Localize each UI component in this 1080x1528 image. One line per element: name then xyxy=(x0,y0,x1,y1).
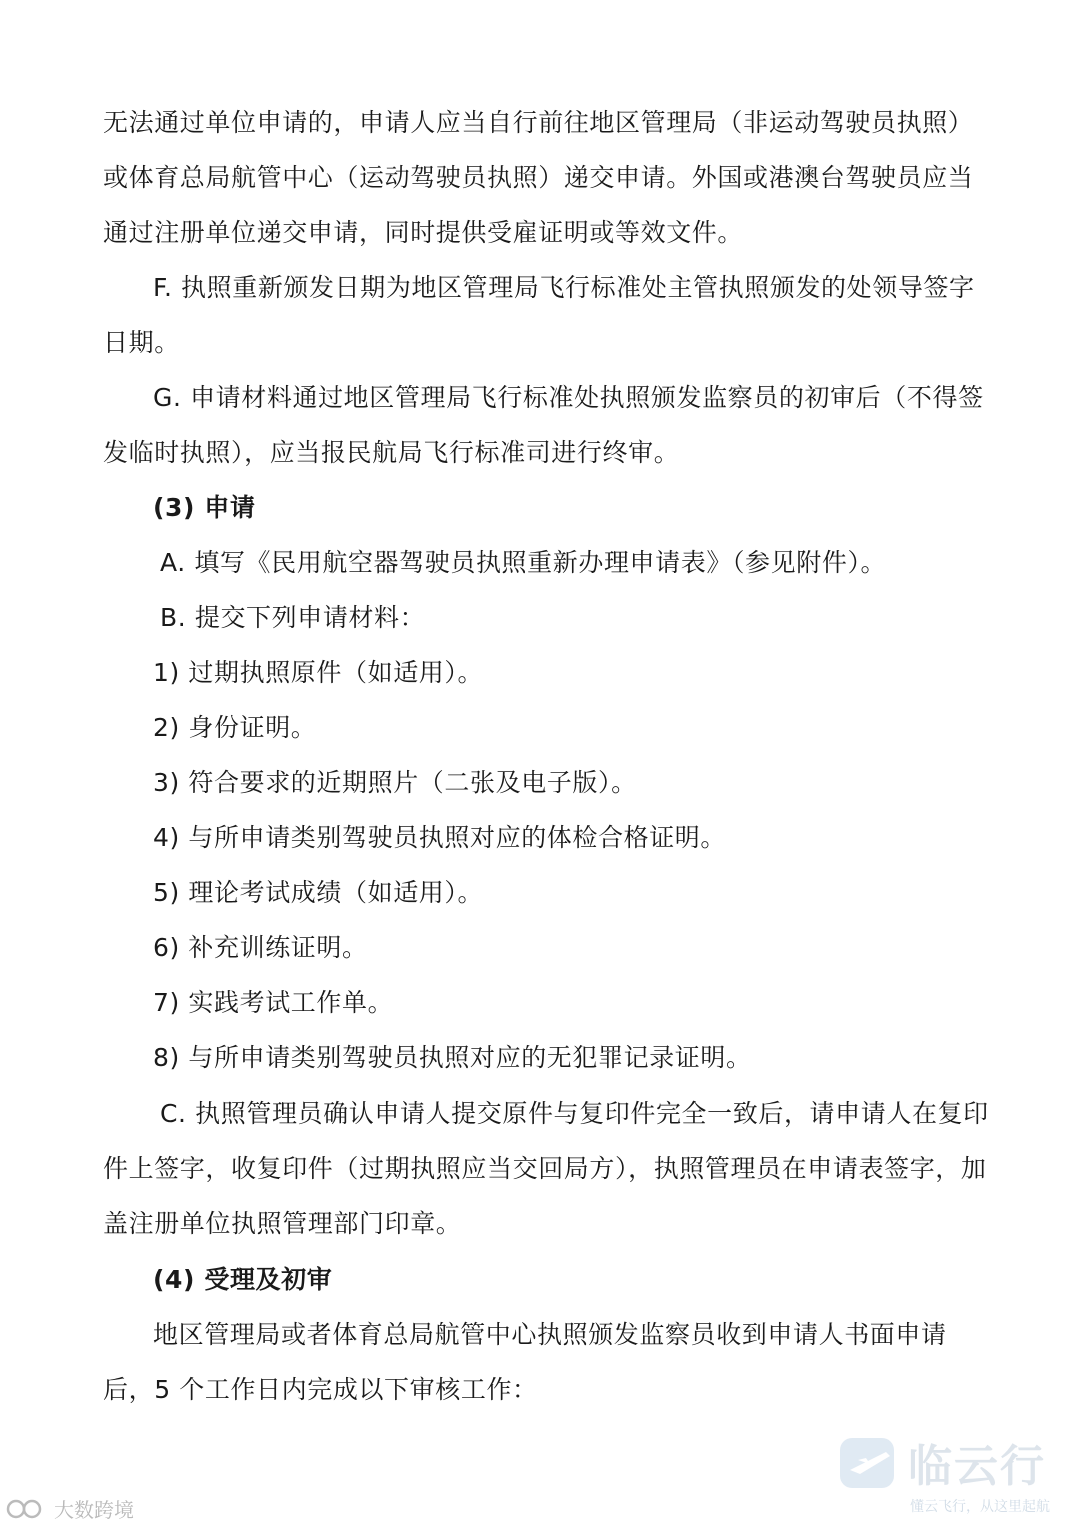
airplane-icon xyxy=(836,1430,900,1494)
watermark-left-text: 大数跨境 xyxy=(54,1498,134,1522)
list-item: 4) 与所申请类别驾驶员执照对应的体检合格证明。 xyxy=(153,823,727,852)
list-item: 8) 与所申请类别驾驶员执照对应的无犯罪记录证明。 xyxy=(153,1043,752,1072)
watermark-logo-icon xyxy=(6,1497,48,1521)
paragraph-line: 盖注册单位执照管理部门印章。 xyxy=(103,1209,462,1238)
paragraph-line: 通过注册单位递交申请，同时提供受雇证明或等效文件。 xyxy=(103,218,744,247)
paragraph-line: 日期。 xyxy=(103,328,180,357)
list-item: 2) 身份证明。 xyxy=(153,713,317,742)
section-heading: (3) 申请 xyxy=(153,493,256,522)
paragraph-line: 发临时执照），应当报民航局飞行标准司进行终审。 xyxy=(103,438,680,467)
watermark-brand-text: 临云行 xyxy=(908,1441,1046,1492)
paragraph-line: F. 执照重新颁发日期为地区管理局飞行标准处主管执照颁发的处领导签字 xyxy=(153,273,975,302)
watermark-brand xyxy=(836,1430,1046,1494)
watermark-left xyxy=(6,1494,134,1523)
watermark-slogan: 懂云飞行，从这里起航 xyxy=(910,1499,1050,1515)
list-item: B. 提交下列申请材料： xyxy=(160,603,426,632)
list-item: 3) 符合要求的近期照片（二张及电子版）。 xyxy=(153,768,637,797)
list-item: 1) 过期执照原件（如适用）。 xyxy=(153,658,484,687)
section-heading: (4) 受理及初审 xyxy=(153,1265,333,1294)
paragraph-line: G. 申请材料通过地区管理局飞行标准处执照颁发监察员的初审后（不得签 xyxy=(153,383,984,412)
list-item: A. 填写《民用航空器驾驶员执照重新办理申请表》（参见附件）。 xyxy=(160,548,887,577)
list-item: 7) 实践考试工作单。 xyxy=(153,988,394,1017)
paragraph-line: C. 执照管理员确认申请人提交原件与复印件完全一致后，请申请人在复印 xyxy=(160,1099,989,1128)
paragraph-line: 件上签字，收复印件（过期执照应当交回局方），执照管理员在申请表签字，加 xyxy=(103,1154,987,1183)
paragraph-line: 无法通过单位申请的，申请人应当自行前往地区管理局（非运动驾驶员执照） xyxy=(103,108,974,137)
list-item: 5) 理论考试成绩（如适用）。 xyxy=(153,878,484,907)
paragraph-line: 后，5 个工作日内完成以下审核工作： xyxy=(103,1375,538,1404)
list-item: 6) 补充训练证明。 xyxy=(153,933,368,962)
paragraph-line: 地区管理局或者体育总局航管中心执照颁发监察员收到申请人书面申请 xyxy=(153,1320,947,1349)
paragraph-line: 或体育总局航管中心（运动驾驶员执照）递交申请。外国或港澳台驾驶员应当 xyxy=(103,163,974,192)
